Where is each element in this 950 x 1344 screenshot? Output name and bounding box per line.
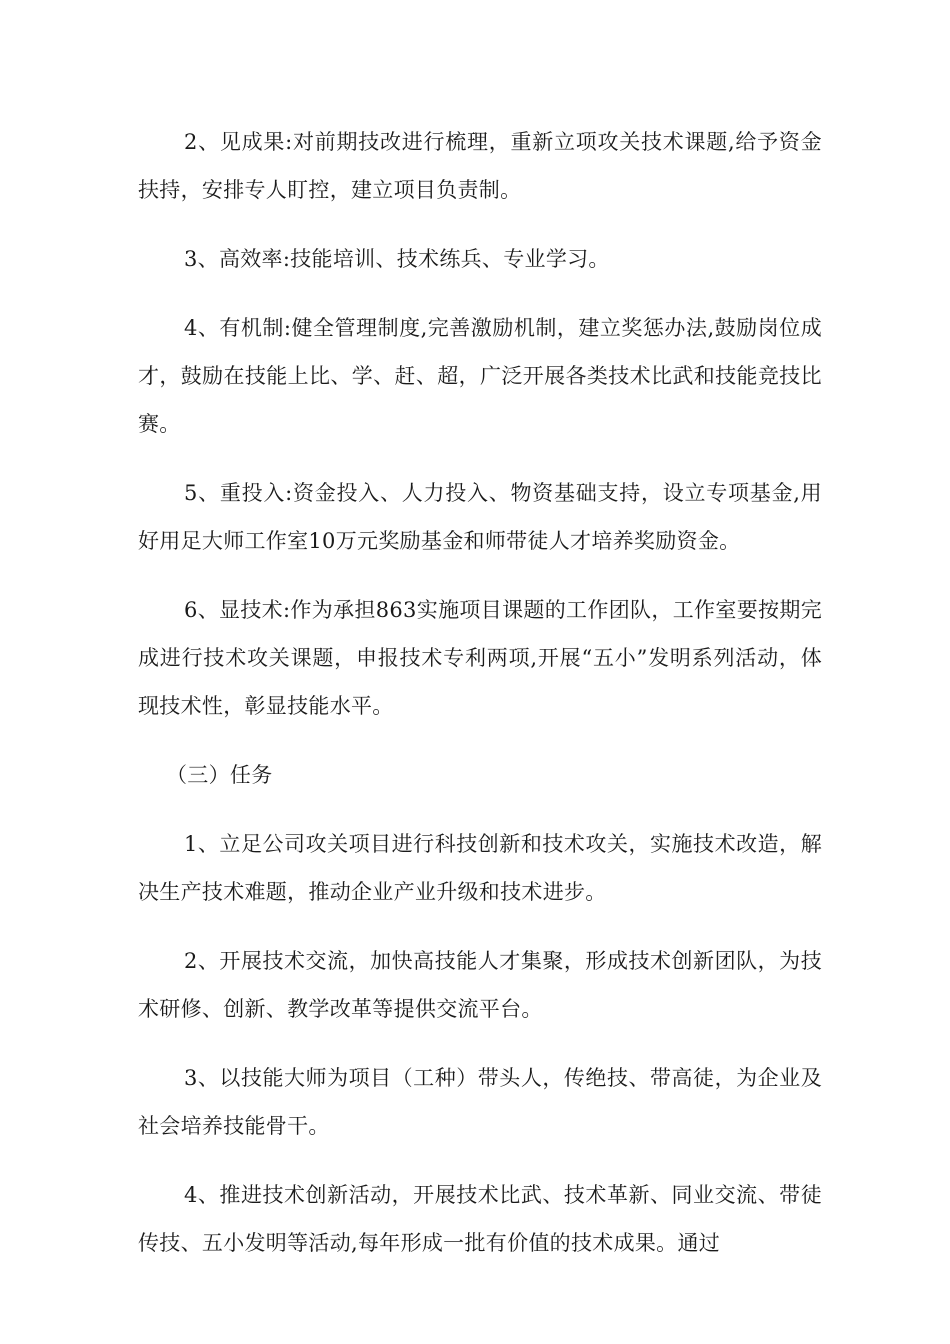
paragraph-task-3: 3、以技能大师为项目（工种）带头人，传绝技、带高徒，为企业及社会培养技能骨干。 (138, 1066, 822, 1138)
paragraph-task-1: 1、立足公司攻关项目进行科技创新和技术攻关，实施技术改造，解决生产技术难题，推动企业产业升级和技术进步。 (138, 832, 822, 904)
paragraph-technology: 6、显技术:作为承担863实施项目课题的工作团队，工作室要按期完成进行技术攻关课题，申报技术专利两项,开展“五小”发明系列活动，体现技术性，彰显技能水平。 (138, 598, 822, 718)
document-body (138, 118, 822, 1288)
paragraph-investment: 5、重投入:资金投入、人力投入、物资基础支持，设立专项基金,用好用足大师工作室10万元奖励基金和师带徒人才培养奖励资金。 (138, 481, 822, 553)
section-heading-tasks: （三）任务 (166, 763, 273, 787)
paragraph-task-2: 2、开展技术交流，加快高技能人才集聚，形成技术创新团队，为技术研修、创新、教学改革等提供交流平台。 (138, 949, 822, 1021)
paragraph-task-4: 4、推进技术创新活动，开展技术比武、技术革新、同业交流、带徒传技、五小发明等活动,每年形成一批有价值的技术成果。通过 (138, 1183, 822, 1255)
paragraph-outcomes: 2、见成果:对前期技改进行梳理，重新立项攻关技术课题,给予资金扶持，安排专人盯控，建立项目负责制。 (138, 130, 822, 202)
paragraph-efficiency: 3、高效率:技能培训、技术练兵、专业学习。 (184, 247, 610, 271)
paragraph-mechanism: 4、有机制:健全管理制度,完善激励机制，建立奖惩办法,鼓励岗位成才，鼓励在技能上比、学、赶、超，广泛开展各类技术比武和技能竞技比赛。 (138, 316, 822, 436)
